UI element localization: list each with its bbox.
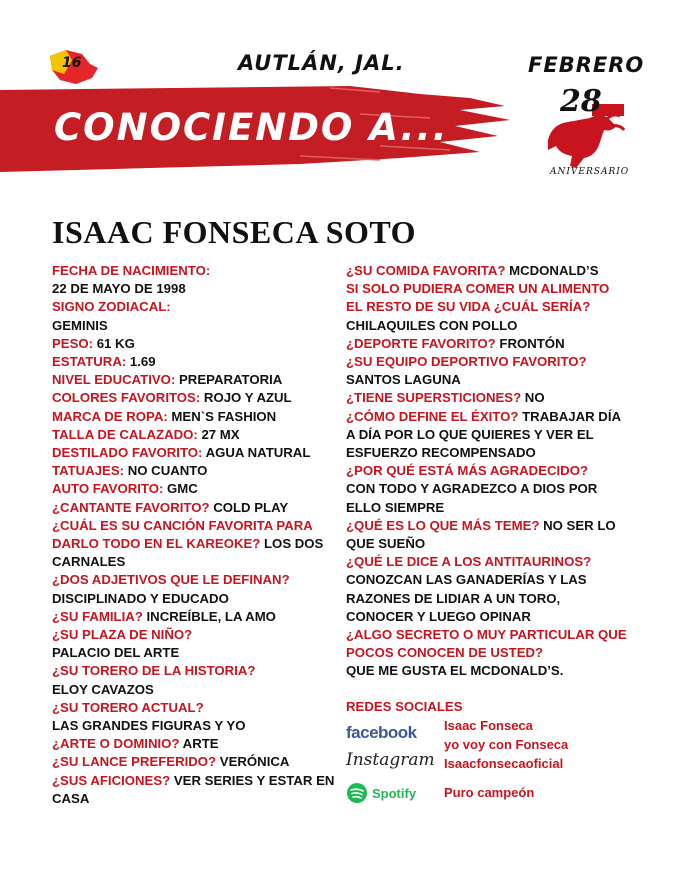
question-label: ¿ALGO SECRETO O MUY PARTICULAR QUE POCOS CONOCEN DE USTED? — [346, 627, 627, 661]
qa-entry — [52, 571, 337, 607]
question-label: ¿QUÉ ES LO QUE MÁS TEME? — [346, 517, 540, 533]
answer-value: 1.69 — [129, 354, 156, 370]
answer-value: LAS GRANDES FIGURAS Y YO — [52, 718, 246, 734]
qa-entry — [52, 662, 337, 698]
qa-entry — [52, 735, 337, 753]
answer-value: LOS DOS CARNALES — [52, 536, 324, 570]
answer-value: ROJO Y AZUL — [203, 390, 292, 406]
question-label: ¿SUS AFICIONES? — [52, 772, 171, 788]
qa-entry — [52, 298, 337, 334]
question-label: ¿CANTANTE FAVORITO? — [52, 499, 210, 515]
answer-value: SANTOS LAGUNA — [346, 372, 461, 388]
left-column — [52, 262, 337, 808]
qa-entry — [52, 517, 337, 572]
answer-value: ARTE — [182, 736, 219, 752]
qa-entry — [346, 626, 628, 681]
question-label: DESTILADO FAVORITO: — [52, 445, 203, 461]
qa-entry — [52, 480, 337, 498]
qa-entry — [52, 626, 337, 662]
qa-entry — [52, 608, 337, 626]
question-label: ¿SU TORERO DE LA HISTORIA? — [52, 663, 256, 679]
anniversary-number: 28 — [560, 84, 602, 119]
question-label: ESTATURA: — [52, 354, 127, 370]
question-label: ¿CÓMO DEFINE EL ÉXITO? — [346, 408, 519, 424]
question-label: ¿CUÁL ES SU CANCIÓN FAVORITA PARA DARLO TODO EN EL KAREOKE? — [52, 517, 313, 552]
answer-value: COLD PLAY — [213, 499, 289, 515]
qa-entry — [346, 517, 628, 553]
qa-entry — [52, 499, 337, 517]
spotify-logo — [346, 782, 416, 804]
answer-value: CHILAQUILES CON POLLO — [346, 317, 518, 333]
qa-entry — [52, 262, 337, 298]
qa-entry — [346, 335, 628, 353]
social-handle: Puro campeón — [444, 785, 535, 800]
page-number: 16 — [62, 55, 82, 71]
answer-value: 27 MX — [201, 426, 240, 442]
question-label: ¿SU EQUIPO DEPORTIVO FAVORITO? — [346, 354, 587, 370]
qa-entry — [346, 262, 628, 280]
question-label: NIVEL EDUCATIVO: — [52, 372, 176, 388]
answer-value: MCDONALD’S — [509, 263, 599, 278]
qa-entry — [346, 353, 628, 389]
question-label: ¿ARTE O DOMINIO? — [52, 736, 180, 752]
social-title: REDES SOCIALES — [346, 699, 463, 714]
answer-value: CON TODO Y AGRADEZCO A DIOS POR ELLO SIEMPRE — [346, 481, 598, 515]
question-label: TATUAJES: — [52, 463, 125, 479]
answer-value: NO SER LO QUE SUEÑO — [346, 517, 616, 552]
qa-entry — [52, 772, 337, 808]
answer-value: QUE ME GUSTA EL MCDONALD’S. — [346, 663, 564, 679]
qa-entry — [346, 389, 628, 407]
answer-value: GMC — [167, 481, 198, 497]
question-label: MARCA DE ROPA: — [52, 408, 168, 424]
answer-value: AGUA NATURAL — [205, 445, 311, 461]
answer-value: NO — [524, 390, 545, 406]
answer-value: ELOY CAVAZOS — [52, 681, 154, 697]
question-label: SI SOLO PUDIERA COMER UN ALIMENTO EL RESTO DE SU VIDA ¿CUÁL SERÍA? — [346, 281, 610, 315]
question-label: ¿SU TORERO ACTUAL? — [52, 699, 204, 715]
instagram-logo: Instagram — [346, 750, 435, 770]
qa-entry — [346, 408, 628, 463]
answer-value: FRONTÓN — [499, 335, 565, 351]
city-label: AUTLÁN, JAL. — [238, 51, 405, 75]
qa-entry — [52, 389, 337, 407]
question-label: SIGNO ZODIACAL: — [52, 299, 171, 315]
question-label: COLORES FAVORITOS: — [52, 390, 201, 406]
month-label: FEBRERO — [528, 53, 645, 77]
question-label: ¿POR QUÉ ESTÁ MÁS AGRADECIDO? — [346, 463, 589, 479]
question-label: ¿TIENE SUPERSTICIONES? — [346, 390, 522, 406]
answer-value: 22 DE MAYO DE 1998 — [52, 281, 186, 297]
answer-value: GEMINIS — [52, 317, 108, 333]
spotify-icon — [346, 782, 368, 804]
qa-entry — [52, 426, 337, 444]
qa-entry — [52, 371, 337, 389]
qa-entry — [52, 462, 337, 480]
question-label: ¿QUÉ LE DICE A LOS ANTITAURINOS? — [346, 554, 592, 570]
qa-entry — [52, 335, 337, 353]
answer-value: INCREÍBLE, LA AMO — [146, 608, 276, 624]
question-label: TALLA DE CALAZADO: — [52, 426, 198, 442]
question-label: PESO: — [52, 335, 94, 351]
question-label: FECHA DE NACIMIENTO: — [52, 263, 211, 278]
qa-entry — [346, 553, 628, 626]
qa-entry — [52, 753, 337, 771]
question-label: AUTO FAVORITO: — [52, 481, 164, 497]
qa-entry — [52, 444, 337, 462]
answer-value: TRABAJAR DÍA A DÍA POR LO QUE QUIERES Y VER EL ESFUERZO RECOMPENSADO — [346, 408, 621, 461]
answer-value: VER SERIES Y ESTAR EN CASA — [52, 772, 335, 806]
qa-entry — [52, 699, 337, 735]
question-label: ¿SU FAMILIA? — [52, 608, 143, 624]
qa-entry — [346, 280, 628, 335]
answer-value: CONOZCAN LAS GANADERÍAS Y LAS RAZONES DE LIDIAR A UN TORO, CONOCER Y LUEGO OPINAR — [346, 572, 587, 624]
question-label: ¿SU LANCE PREFERIDO? — [52, 754, 217, 770]
banner-title: CONOCIENDO A... — [54, 106, 449, 149]
answer-value: PREPARATORIA — [179, 372, 283, 388]
answer-value: NO CUANTO — [127, 463, 208, 479]
social-handle: yo voy con Fonseca — [444, 737, 569, 752]
answer-value: MEN`S FASHION — [171, 408, 277, 424]
question-label: ¿DOS ADJETIVOS QUE LE DEFINAN? — [52, 572, 290, 588]
question-label: ¿DEPORTE FAVORITO? — [346, 335, 496, 351]
profile-name: ISAAC FONSECA SOTO — [52, 214, 417, 250]
answer-value: 61 KG — [96, 335, 135, 351]
answer-value: VERÓNICA — [219, 754, 290, 770]
social-handle: Isaac Fonseca — [444, 718, 533, 733]
qa-entry — [52, 408, 337, 426]
social-handle: Isaacfonsecaoficial — [444, 756, 564, 771]
anniversary-word: ANIVERSARIO — [550, 167, 630, 177]
spotify-wordmark: Spotify — [372, 785, 417, 801]
right-column — [346, 262, 628, 681]
qa-entry — [52, 353, 337, 371]
answer-value: PALACIO DEL ARTE — [52, 645, 180, 661]
question-label: ¿SU PLAZA DE NIÑO? — [52, 627, 193, 643]
qa-entry — [346, 462, 628, 517]
answer-value: DISCIPLINADO Y EDUCADO — [52, 590, 229, 606]
facebook-logo: facebook — [346, 723, 417, 742]
question-label: ¿SU COMIDA FAVORITA? — [346, 263, 506, 278]
